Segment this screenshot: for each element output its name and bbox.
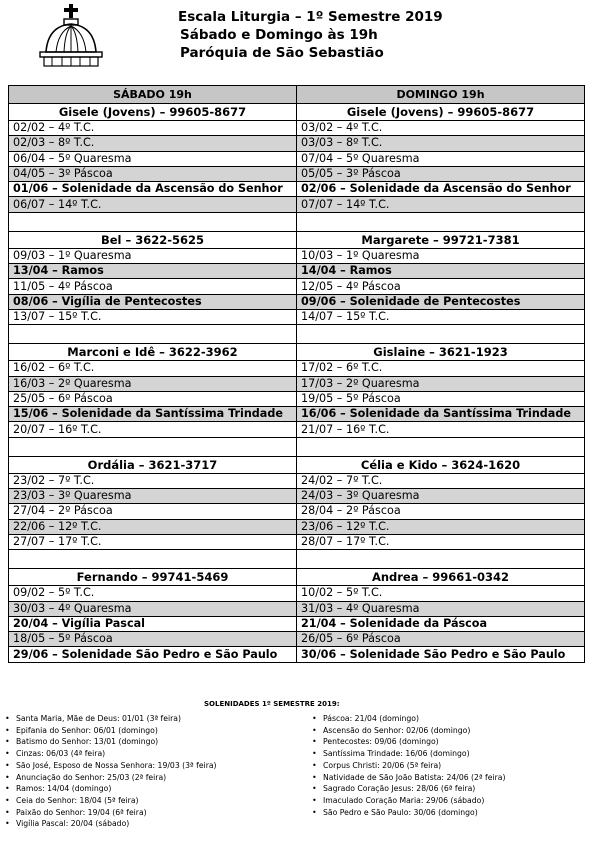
sunday-cell: 07/07 – 14º T.C. — [297, 197, 585, 212]
sunday-team-name: Gislaine – 3621-1923 — [297, 344, 585, 361]
title-line-1: Escala Liturgia – 1º Semestre 2019 — [178, 9, 443, 25]
list-item: • Imaculado Coração Maria: 29/06 (sábado) — [312, 795, 505, 807]
table-row — [9, 586, 585, 601]
table-row — [9, 136, 585, 151]
table-row — [9, 391, 585, 406]
table-row — [9, 309, 585, 324]
sunday-header: DOMINGO 19h — [297, 86, 585, 104]
saturday-cell: 22/06 – 12º T.C. — [9, 519, 297, 534]
table-row — [9, 632, 585, 647]
table-row — [9, 197, 585, 212]
sunday-cell: 10/03 – 1º Quaresma — [297, 248, 585, 263]
group-name-row — [9, 104, 585, 121]
saturday-cell: 20/04 – Vigília Pascal — [9, 616, 297, 631]
group-name-row — [9, 456, 585, 473]
column-header-row — [9, 86, 585, 104]
group-separator — [9, 550, 585, 569]
saturday-cell: 02/02 – 4º T.C. — [9, 121, 297, 136]
saturday-cell: 27/07 – 17º T.C. — [9, 534, 297, 549]
list-item: • Santíssima Trindade: 16/06 (domingo) — [312, 748, 505, 760]
sunday-cell: 09/06 – Solenidade de Pentecostes — [297, 294, 585, 309]
saturday-cell: 09/03 – 1º Quaresma — [9, 248, 297, 263]
sunday-cell: 17/03 – 2º Quaresma — [297, 376, 585, 391]
saturday-cell: 23/02 – 7º T.C. — [9, 473, 297, 488]
list-item: • Epifania do Senhor: 06/01 (domingo) — [5, 725, 217, 737]
separator-cell — [297, 550, 585, 569]
saturday-cell: 06/07 – 14º T.C. — [9, 197, 297, 212]
saturday-cell: 06/04 – 5º Quaresma — [9, 151, 297, 166]
table-row — [9, 151, 585, 166]
separator-cell — [9, 550, 297, 569]
list-item: • Páscoa: 21/04 (domingo) — [312, 713, 505, 725]
table-row — [9, 647, 585, 662]
group-separator — [9, 325, 585, 344]
saturday-cell: 20/07 – 16º T.C. — [9, 422, 297, 437]
sunday-cell: 24/02 – 7º T.C. — [297, 473, 585, 488]
table-row — [9, 519, 585, 534]
list-item: • Anunciação do Senhor: 25/03 (2ª feira) — [5, 772, 217, 784]
sunday-cell: 26/05 – 6º Páscoa — [297, 632, 585, 647]
table-row — [9, 407, 585, 422]
list-item: • Ceia do Senhor: 18/04 (5ª feira) — [5, 795, 217, 807]
title-line-2: Sábado e Domingo às 19h — [180, 27, 378, 43]
group-name-row — [9, 344, 585, 361]
list-item: • Ascensão do Senhor: 02/06 (domingo) — [312, 725, 505, 737]
saturday-header: SÁBADO 19h — [9, 86, 297, 104]
saturday-cell: 29/06 – Solenidade São Pedro e São Paulo — [9, 647, 297, 662]
list-item: • Sagrado Coração Jesus: 28/06 (6ª feira) — [312, 783, 505, 795]
saturday-cell: 25/05 – 6º Páscoa — [9, 391, 297, 406]
table-row — [9, 294, 585, 309]
saturday-team-name: Bel – 3622-5625 — [9, 231, 297, 248]
table-row — [9, 601, 585, 616]
list-item: • Ramos: 14/04 (domingo) — [5, 783, 217, 795]
separator-cell — [297, 325, 585, 344]
sunday-team-name: Margarete – 99721-7381 — [297, 231, 585, 248]
sunday-cell: 24/03 – 3º Quaresma — [297, 489, 585, 504]
sunday-cell: 02/06 – Solenidade da Ascensão do Senhor — [297, 182, 585, 197]
saturday-cell: 16/02 – 6º T.C. — [9, 361, 297, 376]
group-name-row — [9, 231, 585, 248]
separator-cell — [9, 325, 297, 344]
saturday-cell: 15/06 – Solenidade da Santíssima Trindade — [9, 407, 297, 422]
sunday-team-name: Célia e Kido – 3624-1620 — [297, 456, 585, 473]
sunday-team-name: Andrea – 99661-0342 — [297, 569, 585, 586]
separator-cell — [9, 212, 297, 231]
list-item: • Batismo do Senhor: 13/01 (domingo) — [5, 736, 217, 748]
sunday-cell: 14/07 – 15º T.C. — [297, 309, 585, 324]
sunday-cell: 31/03 – 4º Quaresma — [297, 601, 585, 616]
table-row — [9, 264, 585, 279]
sunday-cell: 17/02 – 6º T.C. — [297, 361, 585, 376]
sunday-cell: 30/06 – Solenidade São Pedro e São Paulo — [297, 647, 585, 662]
saturday-cell: 30/03 – 4º Quaresma — [9, 601, 297, 616]
title-line-3: Paróquia de São Sebastião — [180, 45, 384, 61]
table-row — [9, 121, 585, 136]
saturday-team-name: Marconi e Idê – 3622-3962 — [9, 344, 297, 361]
church-dome-logo — [36, 2, 106, 68]
saturday-team-name: Gisele (Jovens) – 99605-8677 — [9, 104, 297, 121]
saturday-cell: 27/04 – 2º Páscoa — [9, 504, 297, 519]
sunday-cell: 07/04 – 5º Quaresma — [297, 151, 585, 166]
solenidades-left-list — [5, 713, 217, 830]
list-item: • Cinzas: 06/03 (4ª feira) — [5, 748, 217, 760]
saturday-cell: 13/07 – 15º T.C. — [9, 309, 297, 324]
saturday-cell: 16/03 – 2º Quaresma — [9, 376, 297, 391]
table-row — [9, 376, 585, 391]
group-separator — [9, 212, 585, 231]
saturday-team-name: Ordália – 3621-3717 — [9, 456, 297, 473]
sunday-cell: 21/07 – 16º T.C. — [297, 422, 585, 437]
separator-cell — [9, 437, 297, 456]
document-title — [178, 8, 478, 62]
sunday-cell: 14/04 – Ramos — [297, 264, 585, 279]
table-row — [9, 182, 585, 197]
group-name-row — [9, 569, 585, 586]
saturday-cell: 13/04 – Ramos — [9, 264, 297, 279]
saturday-cell: 02/03 – 8º T.C. — [9, 136, 297, 151]
list-item: • São Pedro e São Paulo: 30/06 (domingo) — [312, 807, 505, 819]
sunday-cell: 03/02 – 4º T.C. — [297, 121, 585, 136]
sunday-cell: 12/05 – 4º Páscoa — [297, 279, 585, 294]
table-row — [9, 422, 585, 437]
solenidades-title: SOLENIDADES 1º SEMESTRE 2019: — [204, 700, 340, 708]
separator-cell — [297, 437, 585, 456]
saturday-cell: 18/05 – 5º Páscoa — [9, 632, 297, 647]
table-row — [9, 504, 585, 519]
schedule-table — [8, 85, 585, 663]
table-row — [9, 248, 585, 263]
table-row — [9, 473, 585, 488]
table-row — [9, 361, 585, 376]
sunday-cell: 23/06 – 12º T.C. — [297, 519, 585, 534]
list-item: • Natividade de São João Batista: 24/06 (2ª feira) — [312, 772, 505, 784]
list-item: • São José, Esposo de Nossa Senhora: 19/03 (3ª feira) — [5, 760, 217, 772]
list-item: • Corpus Christi: 20/06 (5ª feira) — [312, 760, 505, 772]
saturday-cell: 11/05 – 4º Páscoa — [9, 279, 297, 294]
group-separator — [9, 437, 585, 456]
separator-cell — [297, 212, 585, 231]
list-item: • Paixão do Senhor: 19/04 (6ª feira) — [5, 807, 217, 819]
list-item: • Pentecostes: 09/06 (domingo) — [312, 736, 505, 748]
saturday-cell: 04/05 – 3º Páscoa — [9, 166, 297, 181]
solenidades-right-list — [312, 713, 505, 818]
saturday-cell: 09/02 – 5º T.C. — [9, 586, 297, 601]
list-item: • Santa Maria, Mãe de Deus: 01/01 (3ª feira) — [5, 713, 217, 725]
sunday-team-name: Gisele (Jovens) – 99605-8677 — [297, 104, 585, 121]
sunday-cell: 28/07 – 17º T.C. — [297, 534, 585, 549]
table-row — [9, 279, 585, 294]
sunday-cell: 19/05 – 5º Páscoa — [297, 391, 585, 406]
saturday-cell: 23/03 – 3º Quaresma — [9, 489, 297, 504]
sunday-cell: 05/05 – 3º Páscoa — [297, 166, 585, 181]
sunday-cell: 03/03 – 8º T.C. — [297, 136, 585, 151]
sunday-cell: 28/04 – 2º Páscoa — [297, 504, 585, 519]
sunday-cell: 21/04 – Solenidade da Páscoa — [297, 616, 585, 631]
sunday-cell: 16/06 – Solenidade da Santíssima Trindade — [297, 407, 585, 422]
table-row — [9, 534, 585, 549]
table-row — [9, 489, 585, 504]
sunday-cell: 10/02 – 5º T.C. — [297, 586, 585, 601]
table-row — [9, 616, 585, 631]
saturday-cell: 01/06 – Solenidade da Ascensão do Senhor — [9, 182, 297, 197]
saturday-team-name: Fernando – 99741-5469 — [9, 569, 297, 586]
saturday-cell: 08/06 – Vigília de Pentecostes — [9, 294, 297, 309]
list-item: • Vigília Pascal: 20/04 (sábado) — [5, 818, 217, 830]
table-row — [9, 166, 585, 181]
